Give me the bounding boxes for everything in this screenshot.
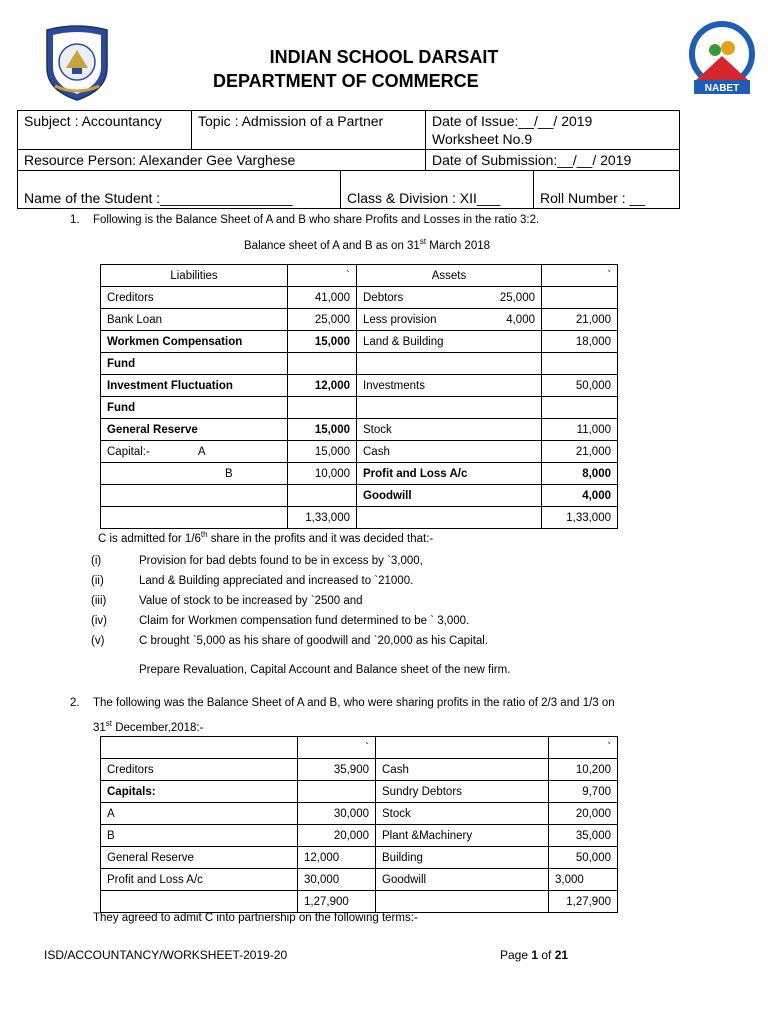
liability-amount: 15,000 bbox=[288, 419, 357, 441]
q1-caption: Balance sheet of A and B as on 31st March 2018 bbox=[244, 237, 491, 252]
submission-cell: Date of Submission:__/__/ 2019 bbox=[426, 150, 680, 171]
liability-amount: 10,000 bbox=[288, 463, 357, 485]
q2-agreed-text: They agreed to admit C into partnership on the following terms:- bbox=[93, 912, 418, 924]
asset-cell: Debtors 25,000 bbox=[357, 287, 542, 309]
liability-amount: 12,000 bbox=[298, 847, 376, 869]
table-row bbox=[101, 825, 618, 847]
q1-balance-sheet bbox=[100, 264, 618, 529]
liability-amount: 12,000 bbox=[288, 375, 357, 397]
asset-cell: Plant &Machinery bbox=[376, 825, 549, 847]
liability-cell bbox=[101, 485, 288, 507]
asset-amount: 10,200 bbox=[549, 759, 618, 781]
asset-amount bbox=[542, 397, 618, 419]
asset-cell bbox=[357, 353, 542, 375]
table-row bbox=[101, 803, 618, 825]
department-title: DEPARTMENT OF COMMERCE bbox=[213, 71, 479, 91]
liability-amount bbox=[288, 353, 357, 375]
q2-balance-sheet bbox=[100, 736, 618, 913]
amount-header: ` bbox=[549, 737, 618, 759]
q2-text: The following was the Balance Sheet of A and B, who were sharing profits in the ratio of 2/3 and 1/3 on bbox=[93, 697, 615, 709]
worksheet-info-table bbox=[17, 110, 680, 209]
asset-inner-amount: 4,000 bbox=[506, 313, 535, 326]
condition-text: Value of stock to be increased by `2500 and bbox=[139, 595, 363, 607]
subject-cell: Subject : Accountancy bbox=[18, 111, 192, 150]
asset-cell: Profit and Loss A/c bbox=[357, 463, 542, 485]
resource-person-cell: Resource Person: Alexander Gee Varghese bbox=[18, 150, 426, 171]
asset-amount: 50,000 bbox=[542, 375, 618, 397]
liabilities-header: Liabilities bbox=[101, 265, 288, 287]
worksheet-number: Worksheet No.9 bbox=[432, 131, 533, 147]
liability-amount: 41,000 bbox=[288, 287, 357, 309]
asset-cell: Building bbox=[376, 847, 549, 869]
footer-code: ISD/ACCOUNTANCY/WORKSHEET-2019-20 bbox=[44, 948, 288, 962]
asset-amount: 50,000 bbox=[549, 847, 618, 869]
condition-index: (ii) bbox=[91, 575, 104, 587]
condition-text: Claim for Workmen compensation fund determined to be ` 3,000. bbox=[139, 615, 470, 627]
partner-label: A bbox=[197, 445, 206, 458]
liability-cell: Creditors bbox=[101, 759, 298, 781]
asset-cell: Land & Building bbox=[357, 331, 542, 353]
liability-amount: 25,000 bbox=[288, 309, 357, 331]
table-row bbox=[101, 485, 618, 507]
amount-header: ` bbox=[298, 737, 376, 759]
q1-number: 1. bbox=[70, 214, 80, 226]
liability-cell: A bbox=[101, 803, 298, 825]
asset-cell: Stock bbox=[376, 803, 549, 825]
asset-cell: Cash bbox=[376, 759, 549, 781]
school-title: INDIAN SCHOOL DARSAIT bbox=[269, 47, 499, 67]
condition-index: (iii) bbox=[91, 595, 107, 607]
assets-header bbox=[376, 737, 549, 759]
liability-cell: Creditors bbox=[101, 287, 288, 309]
date-of-issue: Date of Issue:__/__/ 2019 bbox=[432, 113, 593, 129]
page-number: Page 1 of 21 bbox=[500, 948, 569, 962]
liabilities-header bbox=[101, 737, 298, 759]
liability-amount: 30,000 bbox=[298, 803, 376, 825]
issue-cell bbox=[426, 111, 680, 150]
liabilities-total: 1,33,000 bbox=[288, 507, 357, 529]
asset-amount bbox=[542, 287, 618, 309]
condition-text: C brought `5,000 as his share of goodwill and `20,000 as his Capital. bbox=[139, 635, 489, 647]
nabet-logo-text: NABET bbox=[704, 83, 740, 94]
asset-cell: Investments bbox=[357, 375, 542, 397]
table-row bbox=[101, 441, 618, 463]
table-row bbox=[101, 463, 618, 485]
asset-amount: 11,000 bbox=[542, 419, 618, 441]
asset-cell: Cash bbox=[357, 441, 542, 463]
table-row bbox=[101, 331, 618, 353]
liability-cell: Capitals: bbox=[101, 781, 298, 803]
asset-cell: Stock bbox=[357, 419, 542, 441]
table-row bbox=[101, 869, 618, 891]
liability-amount: 35,900 bbox=[298, 759, 376, 781]
liability-amount: 30,000 bbox=[298, 869, 376, 891]
liability-cell: General Reserve bbox=[101, 419, 288, 441]
q2-date: 31st December,2018:- bbox=[93, 719, 204, 734]
liability-cell: General Reserve bbox=[101, 847, 298, 869]
asset-amount: 3,000 bbox=[549, 869, 618, 891]
q1-prepare-text: Prepare Revaluation, Capital Account and Balance sheet of the new firm. bbox=[139, 664, 511, 676]
class-division-field: Class & Division : XII___ bbox=[341, 171, 534, 208]
asset-amount: 20,000 bbox=[549, 803, 618, 825]
liability-amount bbox=[288, 397, 357, 419]
liability-amount bbox=[288, 485, 357, 507]
liabilities-total: 1,27,900 bbox=[298, 891, 376, 913]
table-row bbox=[101, 397, 618, 419]
asset-amount: 8,000 bbox=[542, 463, 618, 485]
table-row bbox=[101, 759, 618, 781]
student-name-field: Name of the Student :_________________ bbox=[18, 171, 341, 208]
table-row bbox=[101, 375, 618, 397]
condition-index: (iv) bbox=[91, 615, 107, 627]
liability-cell: Workmen Compensation bbox=[101, 331, 288, 353]
amount-header: ` bbox=[542, 265, 618, 287]
asset-cell: Less provision 4,000 bbox=[357, 309, 542, 331]
liability-cell bbox=[101, 463, 288, 485]
asset-amount: 21,000 bbox=[542, 441, 618, 463]
asset-amount: 35,000 bbox=[549, 825, 618, 847]
table-row bbox=[101, 419, 618, 441]
liability-amount: 15,000 bbox=[288, 441, 357, 463]
roll-number-field: Roll Number : __ bbox=[540, 190, 646, 206]
liability-amount: 20,000 bbox=[298, 825, 376, 847]
liability-cell: Capital:- A bbox=[101, 441, 288, 463]
asset-amount bbox=[542, 353, 618, 375]
q2-number: 2. bbox=[70, 697, 80, 709]
asset-cell: Sundry Debtors bbox=[376, 781, 549, 803]
asset-cell: Goodwill bbox=[357, 485, 542, 507]
liability-cell: Investment Fluctuation bbox=[101, 375, 288, 397]
asset-amount: 4,000 bbox=[542, 485, 618, 507]
topic-cell: Topic : Admission of a Partner bbox=[192, 111, 426, 150]
table-row bbox=[101, 287, 618, 309]
condition-index: (i) bbox=[91, 555, 102, 567]
table-row bbox=[101, 781, 618, 803]
assets-total: 1,33,000 bbox=[542, 507, 618, 529]
table-row bbox=[101, 353, 618, 375]
amount-header: ` bbox=[288, 265, 357, 287]
table-row bbox=[101, 847, 618, 869]
condition-index: (v) bbox=[91, 635, 105, 647]
liability-cell: Bank Loan bbox=[101, 309, 288, 331]
q1-admission-text: C is admitted for 1/6th share in the profits and it was decided that:- bbox=[98, 530, 434, 545]
q1-text: Following is the Balance Sheet of A and B who share Profits and Losses in the ratio 3:2. bbox=[93, 214, 540, 226]
asset-inner-amount: 25,000 bbox=[499, 291, 535, 304]
table-row bbox=[101, 309, 618, 331]
asset-cell: Goodwill bbox=[376, 869, 549, 891]
liability-cell: B bbox=[101, 825, 298, 847]
condition-text: Provision for bad debts found to be in excess by `3,000, bbox=[139, 555, 423, 567]
partner-label: B bbox=[225, 467, 233, 480]
liability-cell: Fund bbox=[101, 353, 288, 375]
asset-cell bbox=[357, 397, 542, 419]
liability-amount bbox=[298, 781, 376, 803]
assets-header: Assets bbox=[357, 265, 542, 287]
liability-cell: Profit and Loss A/c bbox=[101, 869, 298, 891]
liability-amount: 15,000 bbox=[288, 331, 357, 353]
condition-text: Land & Building appreciated and increased to `21000. bbox=[139, 575, 414, 587]
asset-amount: 9,700 bbox=[549, 781, 618, 803]
assets-total: 1,27,900 bbox=[549, 891, 618, 913]
asset-amount: 21,000 bbox=[542, 309, 618, 331]
liability-cell: Fund bbox=[101, 397, 288, 419]
asset-amount: 18,000 bbox=[542, 331, 618, 353]
